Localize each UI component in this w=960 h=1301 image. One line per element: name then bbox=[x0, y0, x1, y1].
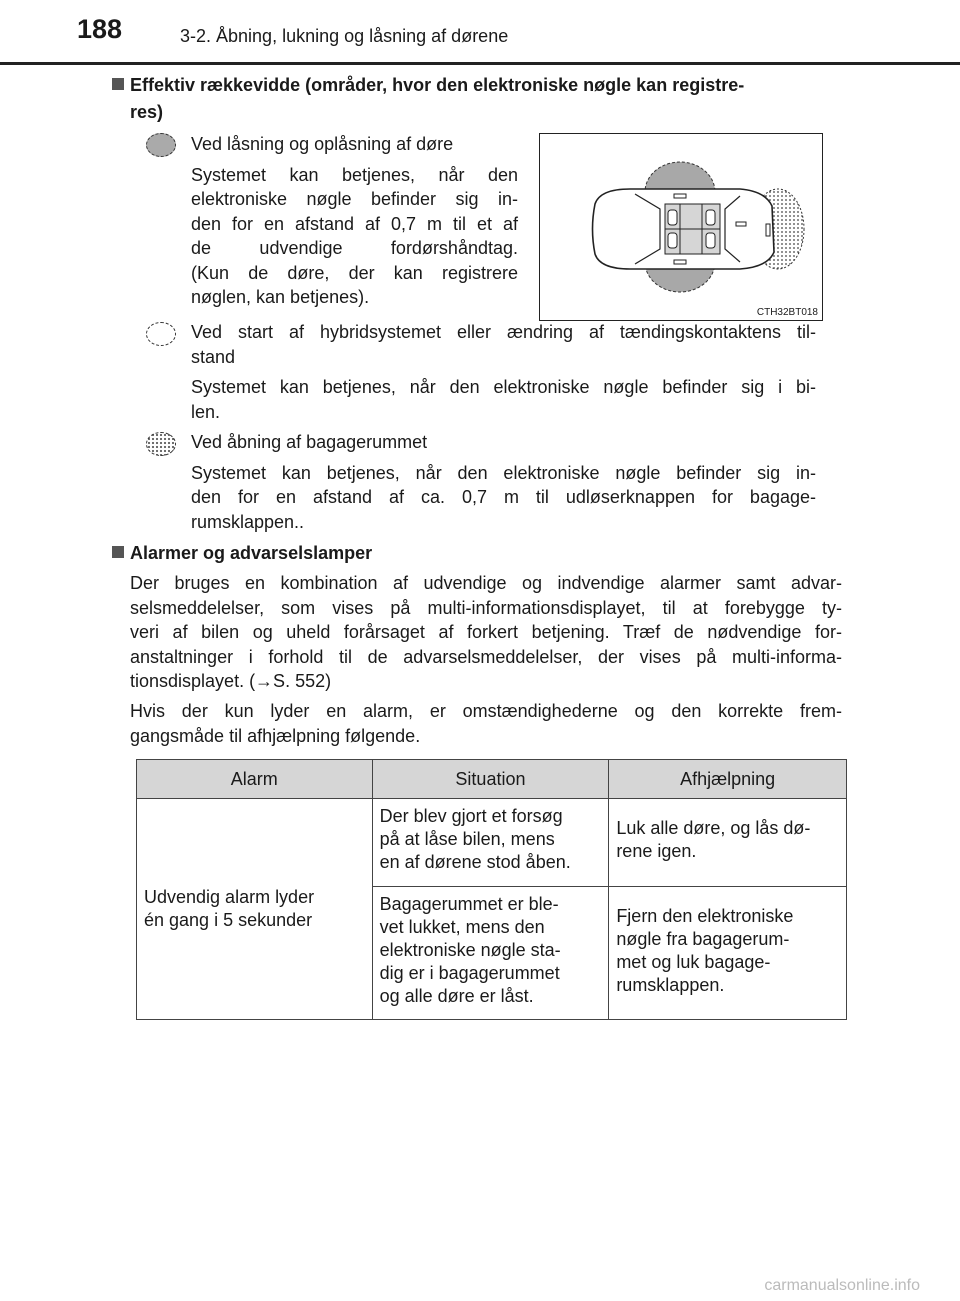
body-line: elektroniske nøgle befinder sig in- bbox=[191, 189, 518, 209]
cell-line: og alle døre er låst. bbox=[379, 986, 534, 1006]
body-line: anstaltninger i forhold til de advarselsmeddelelser, der vises på multi-informa- bbox=[130, 646, 842, 667]
light-zone-icon bbox=[146, 322, 176, 346]
square-bullet-icon bbox=[112, 78, 124, 90]
body-line: Systemet kan betjenes, når den elektroniske nøgle befinder sig in- bbox=[191, 462, 816, 483]
body-line: den for en afstand af 0,7 m til et af bbox=[191, 213, 518, 234]
column-header-alarm: Alarm bbox=[137, 760, 373, 799]
remedy-cell bbox=[609, 887, 847, 1020]
dotted-zone-icon bbox=[146, 432, 176, 456]
item-hybrid-start bbox=[191, 320, 816, 424]
body-line: len. bbox=[191, 401, 221, 422]
body-line: rumsklappen.. bbox=[191, 511, 305, 532]
cell-line: på at låse bilen, mens bbox=[379, 829, 555, 849]
section-title-line: res) bbox=[130, 102, 164, 122]
body-line: veri af bilen og uheld forårsaget af forkert betjening. Træf de nødvendige for- bbox=[130, 622, 842, 642]
running-title: 3-2. Åbning, lukning og låsning af dørene bbox=[180, 26, 509, 46]
section-title-text: Alarmer og advarselslamper bbox=[130, 543, 373, 563]
section-title-range bbox=[112, 72, 852, 126]
header-rule bbox=[0, 62, 960, 65]
remedy-cell bbox=[609, 799, 847, 887]
item-heading: Ved start af hybridsystemet eller ændring af tændingskontaktens til- bbox=[191, 322, 816, 342]
cell-line: vet lukket, mens den bbox=[379, 917, 545, 937]
column-header-remedy: Afhjælpning bbox=[609, 760, 847, 799]
watermark: carmanualsonline.info bbox=[764, 1277, 920, 1294]
alarm-cell bbox=[137, 799, 373, 1020]
body-line: tionsdisplayet. (→S. 552) bbox=[130, 671, 332, 691]
body-line: selsmeddelelser, som vises på multi-informationsdisplayet, til at forebygge ty- bbox=[130, 597, 842, 618]
cell-line: rumsklappen. bbox=[616, 975, 725, 995]
section-title-line: Effektiv rækkevidde (områder, hvor den elektroniske nøgle kan registre- bbox=[130, 75, 745, 95]
item-heading: Ved åbning af bagagerummet bbox=[191, 432, 428, 452]
body-line: nøglen, kan betjenes). bbox=[191, 287, 370, 307]
cell-line: Bagagerummet er ble- bbox=[379, 894, 559, 914]
item-heading: Ved låsning og oplåsning af døre bbox=[191, 134, 454, 154]
body-line: den for en afstand af ca. 0,7 m til udløserknappen for bagage- bbox=[191, 487, 816, 507]
cell-line: én gang i 5 sekunder bbox=[144, 910, 313, 930]
body-line: Systemet kan betjenes, når den elektroniske nøgle befinder sig i bi- bbox=[191, 377, 816, 397]
item-heading: stand bbox=[191, 346, 236, 367]
body-line: Systemet kan betjenes, når den bbox=[191, 164, 518, 185]
cell-line: Luk alle døre, og lås dø- bbox=[616, 818, 811, 838]
alarm-table bbox=[136, 759, 847, 1020]
cell-line: Udvendig alarm lyder bbox=[144, 887, 315, 907]
cell-line: rene igen. bbox=[616, 841, 697, 861]
car-range-figure bbox=[539, 133, 823, 321]
alarms-paragraph-1 bbox=[130, 571, 842, 694]
column-header-situation: Situation bbox=[372, 760, 609, 799]
cell-line: Fjern den elektroniske bbox=[616, 906, 794, 926]
situation-cell bbox=[372, 799, 609, 887]
body-line: (Kun de døre, der kan registrere bbox=[191, 262, 518, 283]
body-line: Der bruges en kombination af udvendige og indvendige alarmer samt advar- bbox=[130, 573, 842, 593]
body-line: de udvendige fordørshåndtag. bbox=[191, 238, 518, 258]
page-number: 188 bbox=[77, 14, 123, 44]
body-line: Hvis der kun lyder en alarm, er omstændighederne og den korrekte frem- bbox=[130, 701, 842, 721]
cell-line: met og luk bagage- bbox=[616, 952, 771, 972]
figure-code: CTH32BT018 bbox=[756, 307, 818, 318]
situation-cell bbox=[372, 887, 609, 1020]
car-top-view-illustration bbox=[540, 134, 822, 320]
body-line: gangsmåde til afhjælpning følgende. bbox=[130, 725, 421, 746]
cell-line: dig er i bagagerummet bbox=[379, 963, 560, 983]
cell-line: Der blev gjort et forsøg bbox=[379, 806, 563, 826]
square-bullet-icon bbox=[112, 546, 124, 558]
cell-line: en af dørene stod åben. bbox=[379, 852, 571, 872]
item-trunk-open bbox=[191, 430, 816, 534]
section-title-alarms bbox=[112, 540, 372, 567]
dark-zone-icon bbox=[146, 133, 176, 157]
alarms-paragraph-2 bbox=[130, 699, 842, 748]
item-lock-unlock bbox=[191, 132, 518, 310]
cell-line: elektroniske nøgle sta- bbox=[379, 940, 561, 960]
cell-line: nøgle fra bagagerum- bbox=[616, 929, 790, 949]
